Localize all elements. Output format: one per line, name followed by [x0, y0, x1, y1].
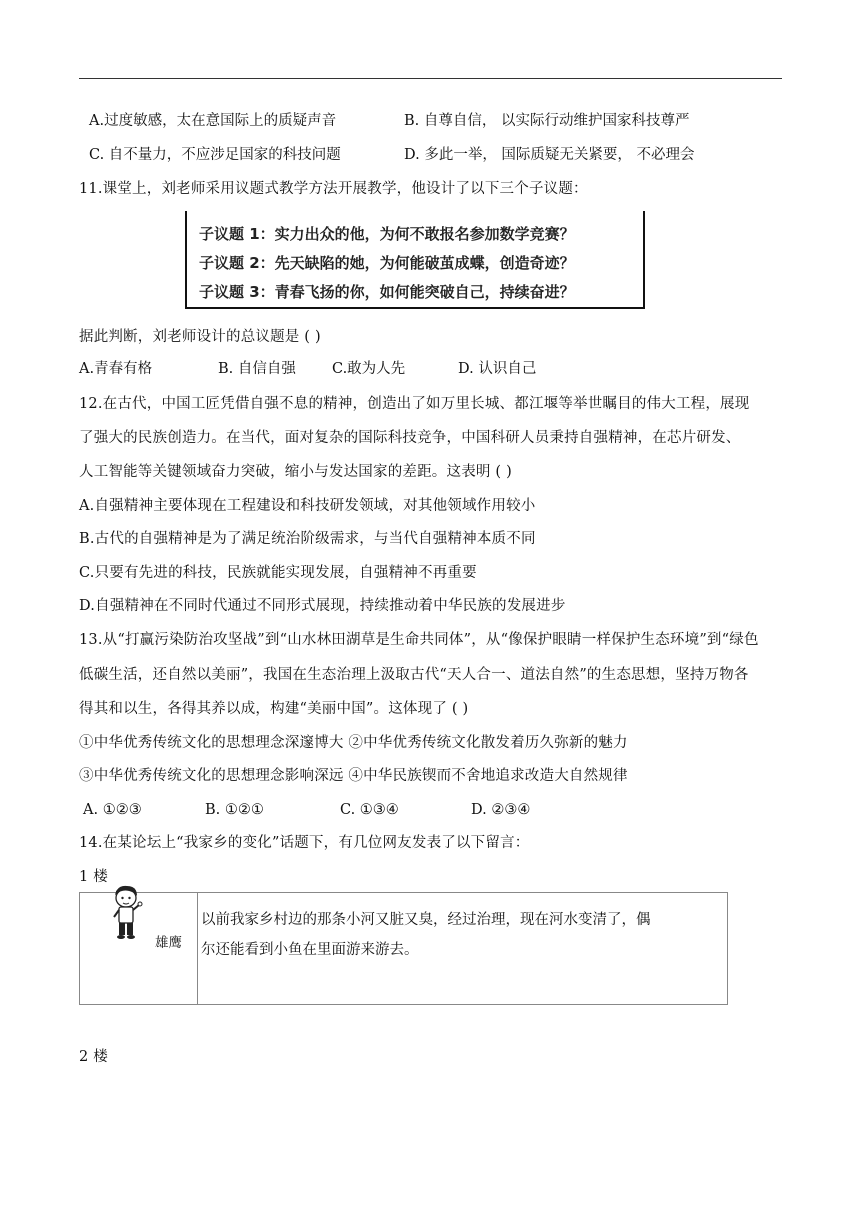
q12-option-d: D.自强精神在不同时代通过不同形式展现，持续推动着中华民族的发展进步	[79, 598, 566, 614]
floor-2-label: 2 楼	[79, 1049, 108, 1065]
q13-line-3: 得其和以生，各得其养以成，构建“美丽中国”。这体现了 ( )	[79, 701, 469, 717]
sub-topic-3: 子议题 3：青春飞扬的你，如何能突破自己，持续奋进？	[199, 283, 575, 301]
post-message-line-1: 以前我家乡村边的那条小河又脏又臭，经过治理，现在河水变清了，偶	[201, 912, 651, 928]
post-message-line-2: 尔还能看到小鱼在里面游来游去。	[201, 942, 419, 958]
q11-question: 据此判断，刘老师设计的总议题是 ( )	[79, 329, 321, 345]
avatar	[105, 883, 145, 943]
q11-option-a: A.青春有格	[79, 361, 153, 377]
q10-option-c: C. 自不量力，不应涉足国家的科技问题	[89, 147, 341, 163]
q12-option-b: B.古代的自强精神是为了满足统治阶级需求，与当代自强精神本质不同	[79, 531, 536, 547]
q13-line-1: 13.从“打赢污染防治攻坚战”到“山水林田湖草是生命共同体”，从“像保护眼睛一样保护生态环境”到“绿色	[79, 632, 759, 648]
q11-stem: 11.课堂上，刘老师采用议题式教学方法开展教学，他设计了以下三个子议题：	[79, 181, 588, 197]
post-divider	[197, 893, 198, 1004]
q13-statement-1-2: ①中华优秀传统文化的思想理念深邃博大 ②中华优秀传统文化散发着历久弥新的魅力	[79, 735, 628, 751]
floor-1-label: 1 楼	[79, 869, 108, 885]
q12-line-3: 人工智能等关键领域奋力突破，缩小与发达国家的差距。这表明 ( )	[79, 464, 512, 480]
q10-option-a: A.过度敏感，太在意国际上的质疑声音	[89, 113, 337, 129]
q13-statement-3-4: ③中华优秀传统文化的思想理念影响深远 ④中华民族锲而不舍地追求改造大自然规律	[79, 768, 628, 784]
username: 雄鹰	[155, 935, 182, 951]
header-rule	[79, 78, 782, 79]
q13-option-d: D. ②③④	[471, 802, 531, 818]
sub-topic-2: 子议题 2：先天缺陷的她，为何能破茧成蝶，创造奇迹？	[199, 254, 575, 272]
q10-option-d: D. 多此一举， 国际质疑无关紧要， 不必理会	[404, 147, 695, 163]
q14-stem: 14.在某论坛上“我家乡的变化”话题下，有几位网友发表了以下留言：	[79, 835, 530, 851]
q13-line-2: 低碳生活，还自然以美丽”，我国在生态治理上汲取古代“天人合一、道法自然”的生态思想，坚持万物各	[79, 667, 749, 683]
q12-option-a: A.自强精神主要体现在工程建设和科技研发领域，对其他领域作用较小	[79, 498, 536, 514]
q13-option-c: C. ①③④	[340, 802, 399, 818]
q10-option-b: B. 自尊自信， 以实际行动维护国家科技尊严	[404, 113, 690, 129]
q13-option-a: A. ①②③	[83, 802, 142, 818]
q11-option-c: C.敢为人先	[332, 361, 406, 377]
q12-option-c: C.只要有先进的科技，民族就能实现发展，自强精神不再重要	[79, 565, 477, 581]
post-message	[201, 905, 651, 965]
sub-topics-box	[185, 211, 645, 309]
forum-post-1	[79, 892, 728, 1005]
q11-option-b: B. 自信自强	[218, 361, 296, 377]
q12-line-1: 12.在古代，中国工匠凭借自强不息的精神，创造出了如万里长城、都江堰等举世瞩目的伟大工程，展现	[79, 396, 750, 412]
sub-topic-1: 子议题 1：实力出众的他，为何不敢报名参加数学竞赛？	[199, 225, 575, 243]
q13-option-b: B. ①②①	[205, 802, 264, 818]
q12-line-2: 了强大的民族创造力。在当代，面对复杂的国际科技竞争，中国科研人员秉持自强精神，在芯片研发、	[79, 430, 741, 446]
q11-option-d: D. 认识自己	[458, 361, 537, 377]
